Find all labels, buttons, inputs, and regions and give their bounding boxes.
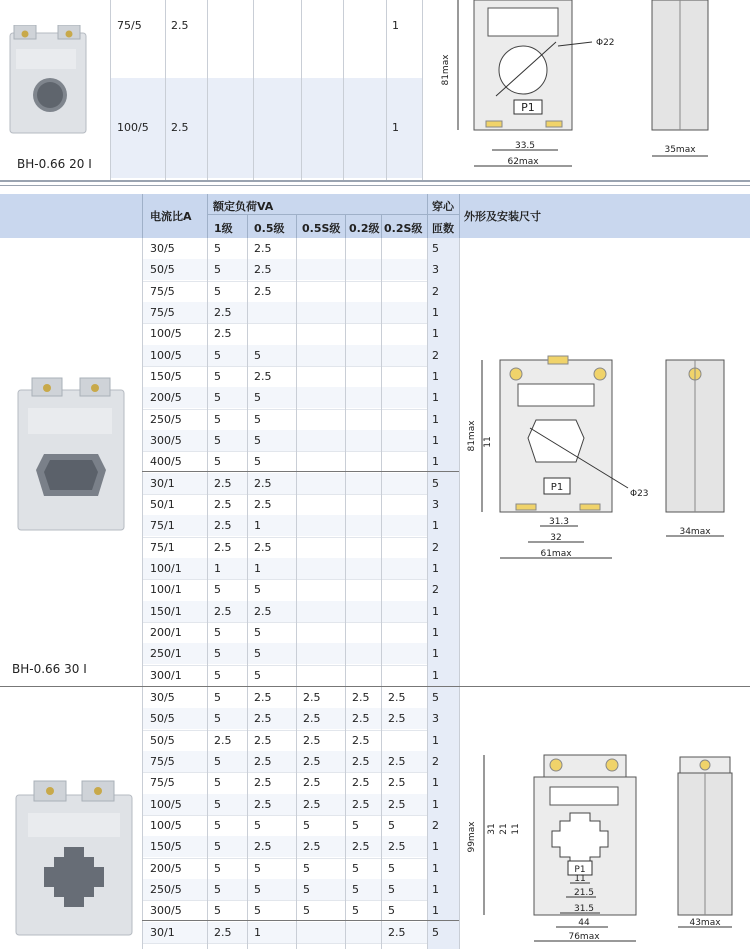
table-cell: 2.5 (388, 691, 406, 704)
table-cell: 5 (254, 583, 261, 597)
table-cell: 5 (432, 476, 439, 490)
table-cell: 1 (432, 797, 439, 811)
top-height-dim: 81max (441, 54, 451, 86)
section1-h2-dim: 11 (483, 436, 493, 448)
section2-w4-dim: 44 (578, 918, 590, 928)
table-cell: 200/5 (150, 861, 182, 875)
section2-p1-label: P1 (574, 865, 586, 875)
header-load: 额定负荷VA (213, 200, 274, 213)
section2-side-dim: 43max (689, 918, 721, 928)
table-cell: 300/1 (150, 668, 182, 682)
header-class-1: 1级 (214, 222, 233, 235)
table-cell: 30/1 (150, 476, 175, 490)
table-cell: 1 (432, 668, 439, 682)
section2-height-dim: 99max (467, 821, 477, 853)
table-cell: 2 (432, 818, 439, 832)
ct-photo-20 (8, 25, 92, 137)
table-cell: 150/5 (150, 840, 182, 854)
header-ratio: 电流比A (150, 210, 192, 223)
table-cell: 75/5 (150, 776, 175, 790)
table-cell: 30/1 (150, 925, 175, 939)
table-cell: 2.5 (303, 754, 321, 768)
table-cell: 50/5 (150, 263, 175, 277)
section1-w2-dim: 32 (550, 533, 562, 543)
table-cell: 75/5 (150, 305, 175, 319)
table-cell: 2.5 (303, 733, 321, 747)
top-section (0, 0, 750, 180)
table-cell: 300/5 (150, 433, 182, 447)
table-cell: 400/5 (150, 455, 182, 469)
section1-dia-dim: Φ23 (630, 489, 649, 499)
table-cell: 250/5 (150, 882, 182, 896)
table-cell: 150/5 (150, 369, 182, 383)
table-cell: 2.5 (303, 776, 321, 790)
table-cell: 2.5 (254, 284, 272, 298)
table-cell: 5 (214, 412, 221, 426)
table-cell: 2.5 (388, 754, 406, 768)
table-cell: 2.5 (254, 497, 272, 511)
table-cell: 5 (254, 882, 261, 896)
table-cell: 1 (432, 604, 439, 618)
table-cell: 30/5 (150, 242, 175, 255)
header-turns-top: 穿心 (432, 200, 454, 213)
table-cell: 5 (214, 861, 221, 875)
table-cell: 5 (214, 647, 221, 661)
table-cell: 50/1 (150, 497, 175, 511)
header-outline: 外形及安装尺寸 (464, 210, 541, 223)
top-ratio-1: 75/5 (117, 19, 142, 32)
table-cell: 2.5 (254, 476, 272, 490)
section-bh-30 (0, 238, 750, 686)
section1-p1-label: P1 (550, 482, 564, 493)
table-cell: 5 (254, 904, 261, 918)
table-cell: 100/1 (150, 561, 182, 575)
top-turns-1: 1 (392, 19, 399, 32)
table-cell: 2.5 (254, 263, 272, 277)
table-cell: 2 (432, 284, 439, 298)
table-cell: 2.5 (352, 754, 370, 768)
table-cell: 2.5 (214, 733, 232, 747)
table-cell: 1 (432, 305, 439, 319)
table-cell: 5 (254, 455, 261, 469)
table-cell: 1 (432, 412, 439, 426)
table-cell: 2.5 (388, 797, 406, 811)
table-cell: 2.5 (388, 840, 406, 854)
table-header (0, 194, 750, 238)
table-cell: 30/5 (150, 691, 175, 704)
table-cell: 5 (214, 904, 221, 918)
table-cell: 5 (214, 263, 221, 277)
table-cell: 2.5 (254, 369, 272, 383)
top-side-dim: 35max (664, 145, 696, 155)
table-cell: 2.5 (214, 540, 232, 554)
table-cell: 2 (432, 754, 439, 768)
top-dia-dim: Φ22 (596, 38, 615, 48)
table-cell: 5 (254, 647, 261, 661)
table-cell: 2.5 (388, 776, 406, 790)
top-outline-drawing (430, 0, 750, 180)
header-class-05: 0.5级 (254, 222, 285, 235)
table-cell: 5 (214, 840, 221, 854)
table-cell: 5 (214, 797, 221, 811)
table-cell: 1 (254, 925, 261, 939)
section1-side-dim: 34max (679, 527, 711, 537)
top-c1-1: 2.5 (171, 19, 189, 32)
table-cell: 2.5 (254, 540, 272, 554)
table-cell: 2.5 (388, 712, 406, 726)
table-cell: 5 (214, 691, 221, 704)
table-cell: 200/1 (150, 625, 182, 639)
table-cell: 2.5 (352, 691, 370, 704)
table-cell: 2.5 (303, 691, 321, 704)
table-cell: 75/1 (150, 540, 175, 554)
table-cell: 75/5 (150, 284, 175, 298)
table-cell: 2.5 (352, 776, 370, 790)
table-cell: 250/1 (150, 647, 182, 661)
section2-d2-dim: 21 (499, 823, 509, 835)
section1-height-dim: 81max (467, 420, 477, 452)
table-cell: 5 (214, 583, 221, 597)
table-cell: 5 (214, 712, 221, 726)
table-cell: 200/5 (150, 391, 182, 405)
top-turns-2: 1 (392, 121, 399, 134)
table-cell: 5 (303, 861, 310, 875)
table-cell: 5 (214, 433, 221, 447)
table-cell: 2.5 (254, 733, 272, 747)
table-cell: 250/5 (150, 412, 182, 426)
table-cell: 5 (254, 861, 261, 875)
table-cell: 5 (352, 818, 359, 832)
table-cell: 5 (214, 776, 221, 790)
table-cell: 2.5 (214, 519, 232, 533)
table-cell: 5 (254, 391, 261, 405)
top-ratio-2: 100/5 (117, 121, 149, 134)
table-cell: 1 (432, 904, 439, 918)
table-cell: 1 (432, 840, 439, 854)
table-cell: 1 (432, 433, 439, 447)
table-cell: 1 (432, 455, 439, 469)
header-class-02s: 0.2S级 (384, 222, 423, 235)
table-cell: 5 (352, 904, 359, 918)
table-cell: 100/5 (150, 327, 182, 341)
table-cell: 75/5 (150, 754, 175, 768)
table-cell: 1 (432, 391, 439, 405)
table-cell: 1 (432, 519, 439, 533)
table-cell: 2.5 (254, 797, 272, 811)
section1-model-label: BH-0.66 30 I (12, 662, 87, 676)
table-cell: 5 (214, 668, 221, 682)
table-cell: 5 (303, 882, 310, 896)
table-cell: 2.5 (214, 604, 232, 618)
table-cell: 5 (254, 818, 261, 832)
table-cell: 5 (388, 882, 395, 896)
section2-w1-dim: 11 (574, 874, 586, 884)
table-cell: 5 (214, 369, 221, 383)
table-cell: 2.5 (254, 691, 272, 704)
section-bh-40 (0, 687, 750, 949)
table-cell: 2.5 (214, 327, 232, 341)
top-p1-label: P1 (521, 101, 535, 114)
table-cell: 300/5 (150, 904, 182, 918)
ct-photo-30 (14, 376, 132, 534)
table-cell: 5 (303, 904, 310, 918)
table-cell: 5 (214, 348, 221, 362)
header-class-05s: 0.5S级 (302, 222, 341, 235)
table-cell: 5 (214, 754, 221, 768)
table-cell: 5 (214, 284, 221, 298)
table-cell: 1 (432, 776, 439, 790)
table-cell: 5 (254, 412, 261, 426)
table-cell: 50/5 (150, 733, 175, 747)
table-cell: 1 (432, 327, 439, 341)
table-cell: 2.5 (254, 754, 272, 768)
table-cell: 5 (214, 625, 221, 639)
table-cell: 5 (214, 242, 221, 255)
table-cell: 1 (432, 733, 439, 747)
table-cell: 1 (432, 647, 439, 661)
table-cell: 5 (388, 904, 395, 918)
table-cell: 5 (214, 882, 221, 896)
ct-photo-40 (12, 777, 136, 937)
table-cell: 2 (432, 540, 439, 554)
table-cell: 2.5 (388, 925, 406, 939)
table-cell: 5 (432, 925, 439, 939)
table-cell: 100/5 (150, 348, 182, 362)
table-cell: 2.5 (303, 797, 321, 811)
table-cell: 5 (352, 882, 359, 896)
section2-outline-drawing (460, 747, 750, 949)
table-cell: 100/5 (150, 797, 182, 811)
table-cell: 5 (214, 455, 221, 469)
table-cell: 150/1 (150, 604, 182, 618)
table-cell: 5 (254, 625, 261, 639)
table-cell: 2.5 (214, 476, 232, 490)
table-cell: 2.5 (214, 305, 232, 319)
table-cell: 5 (254, 433, 261, 447)
table-cell: 5 (432, 242, 439, 255)
table-cell: 2.5 (214, 497, 232, 511)
table-cell: 5 (352, 861, 359, 875)
table-cell: 2.5 (303, 840, 321, 854)
table-cell: 5 (214, 391, 221, 405)
table-cell: 2.5 (352, 797, 370, 811)
table-cell: 2.5 (352, 712, 370, 726)
section1-outline-drawing (460, 338, 750, 578)
table-cell: 1 (254, 519, 261, 533)
table-cell: 3 (432, 712, 439, 726)
section2-w3-dim: 31.5 (573, 904, 595, 914)
table-cell: 100/5 (150, 818, 182, 832)
table-cell: 1 (432, 561, 439, 575)
table-cell: 2.5 (254, 712, 272, 726)
top-w1-dim: 33.5 (514, 141, 536, 151)
table-cell: 1 (432, 861, 439, 875)
section1-w1-dim: 31.3 (548, 517, 570, 527)
table-cell: 1 (432, 882, 439, 896)
table-cell: 5 (214, 818, 221, 832)
table-cell: 2.5 (254, 776, 272, 790)
table-cell: 2.5 (352, 733, 370, 747)
table-cell: 5 (254, 668, 261, 682)
table-cell: 5 (432, 691, 439, 704)
table-cell: 2.5 (254, 604, 272, 618)
table-cell: 50/5 (150, 712, 175, 726)
table-cell: 5 (254, 348, 261, 362)
table-cell: 1 (254, 561, 261, 575)
section2-d1-dim: 31 (487, 823, 497, 835)
table-cell: 5 (303, 818, 310, 832)
table-cell: 3 (432, 497, 439, 511)
table-cell: 75/1 (150, 519, 175, 533)
table-cell: 2.5 (352, 840, 370, 854)
table-cell: 100/1 (150, 583, 182, 597)
top-w2-dim: 62max (507, 157, 539, 167)
header-turns-bottom: 匝数 (432, 222, 454, 235)
table-cell: 2.5 (214, 925, 232, 939)
table-cell: 2 (432, 348, 439, 362)
table-cell: 5 (388, 818, 395, 832)
section1-w3-dim: 61max (540, 549, 572, 559)
top-c1-2: 2.5 (171, 121, 189, 134)
table-cell: 1 (432, 625, 439, 639)
table-cell: 2.5 (254, 242, 272, 255)
section2-w2-dim: 21.5 (573, 888, 595, 898)
table-cell: 1 (214, 561, 221, 575)
table-cell: 3 (432, 263, 439, 277)
table-cell: 5 (388, 861, 395, 875)
table-cell: 2 (432, 583, 439, 597)
table-cell: 1 (432, 369, 439, 383)
top-model-label: BH-0.66 20 I (17, 157, 92, 171)
table-cell: 2.5 (254, 840, 272, 854)
section2-w5-dim: 76max (568, 932, 600, 942)
section2-d3-dim: 11 (511, 823, 521, 835)
header-class-02: 0.2级 (349, 222, 380, 235)
table-cell: 2.5 (303, 712, 321, 726)
